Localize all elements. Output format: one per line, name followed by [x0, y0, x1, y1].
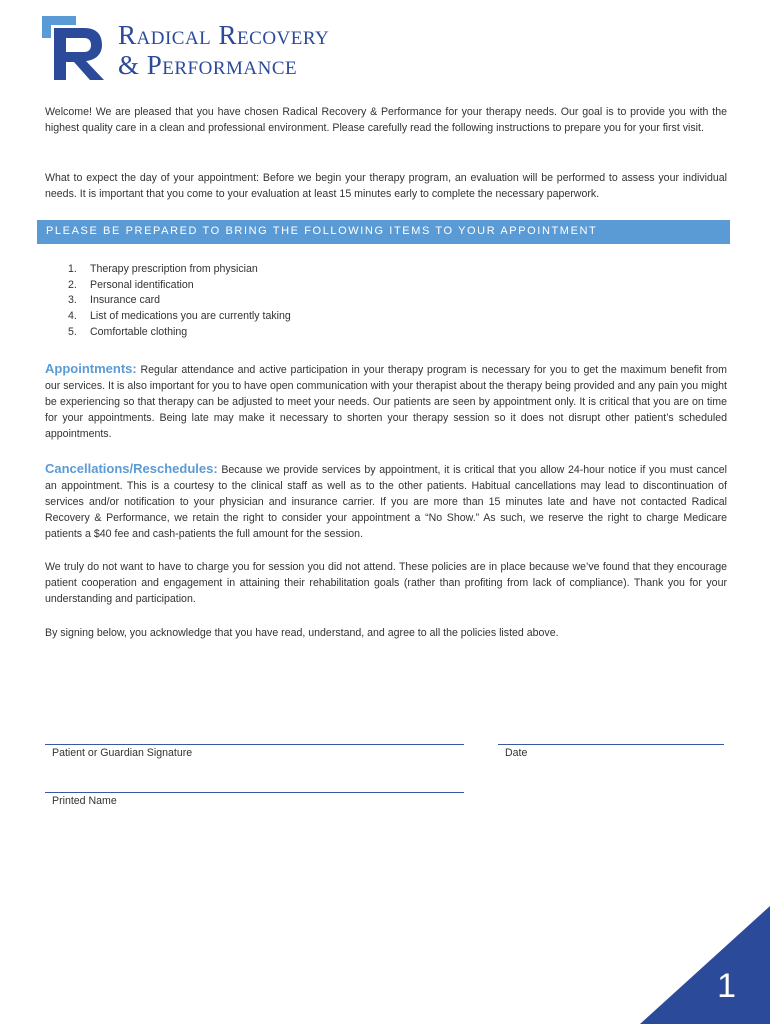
appointments-section — [45, 361, 727, 442]
appointments-heading: Appointments: — [45, 361, 137, 376]
list-item — [60, 309, 291, 325]
expectations-paragraph: What to expect the day of your appointment: Before we begin your therapy program, an evaluation will be performed to assess your individual needs. It is important that you come to your evaluation at least 15 minutes early to complete the necessary paperwork. — [45, 172, 727, 200]
page-corner-triangle — [640, 906, 770, 1024]
list-item — [60, 278, 291, 294]
list-item-text: Comfortable clothing — [90, 325, 188, 338]
company-name — [118, 20, 329, 80]
printed-name-line[interactable] — [45, 792, 464, 793]
intro-paragraph: Welcome! We are pleased that you have chosen Radical Recovery & Performance for your therapy needs. Our goal is to provide you with the highest quality care in a clean and professional environment. Please carefully read the following instructions to prepare you for your first visit. — [45, 106, 727, 134]
list-item-number: 5. — [68, 325, 77, 338]
date-label: Date — [505, 747, 528, 759]
printed-name-label: Printed Name — [52, 795, 117, 807]
list-item-number: 2. — [68, 278, 77, 291]
closing-paragraph: We truly do not want to have to charge you for session you did not attend. These policies are in place because we’ve found that they encourage patient cooperation and engagement in attaining their rehabilitation goals (rather than profiting from lack of compliance). Thank you for your understanding and participation. — [45, 561, 727, 605]
list-item-number: 1. — [68, 263, 77, 275]
items-banner — [37, 220, 730, 244]
list-item — [60, 293, 291, 309]
date-line[interactable] — [498, 744, 724, 745]
signature-label: Patient or Guardian Signature — [52, 747, 193, 759]
cancellations-heading: Cancellations/Reschedules: — [45, 461, 218, 476]
items-list — [60, 262, 291, 341]
list-item-number: 4. — [68, 310, 77, 323]
list-item-text: List of medications you are currently taking — [90, 310, 291, 323]
logo-r-icon — [40, 14, 108, 82]
company-logo — [40, 14, 370, 84]
signature-line[interactable] — [45, 744, 464, 745]
list-item-text: Personal identification — [90, 278, 194, 291]
company-name-line2: & Performance — [118, 50, 298, 80]
list-item — [60, 262, 291, 278]
list-item — [60, 325, 291, 341]
list-item-text: Therapy prescription from physician — [90, 263, 258, 275]
acknowledgement-paragraph: By signing below, you acknowledge that you have read, understand, and agree to all the policies listed above. — [45, 627, 559, 639]
list-item-text: Insurance card — [90, 294, 161, 307]
items-banner-text: PLEASE BE PREPARED TO BRING THE FOLLOWING ITEMS TO YOUR APPOINTMENT — [46, 225, 598, 237]
cancellations-body: Because we provide services by appointment, it is critical that you allow 24-hour notice if you must cancel an appointment. This is a courtesy to the clinical staff as well as to the other patients. Habitual cancellations may lead to discontinuation of services and/or notification to your physician and insurance carrier. If you are more than 15 minutes late and have not contacted Radical Recovery & Performance, we retain the right to consider your appointment a “No Show.” As such, we reserve the right to charge Medicare patients a $40 fee and cash-patients the full amount for the session. — [45, 464, 727, 540]
cancellations-section — [45, 461, 727, 542]
page-number: 1 — [717, 967, 736, 1005]
list-item-number: 3. — [68, 294, 77, 307]
appointments-body: Regular attendance and active participation in your therapy program is necessary for you to get the maximum benefit from our services. It is also important for you to have open communication with your therapist about the therapy being provided and any pain you might be experiencing so that therapy can be adjusted to meet your needs. Our patients are seen by appointment only. It is critical that you are on time for your appointments. Being late may make it necessary to shorten your therapy session so it does not disrupt other patient’s scheduled appointments. — [45, 364, 727, 440]
company-name-line1: Radical Recovery — [118, 20, 330, 50]
